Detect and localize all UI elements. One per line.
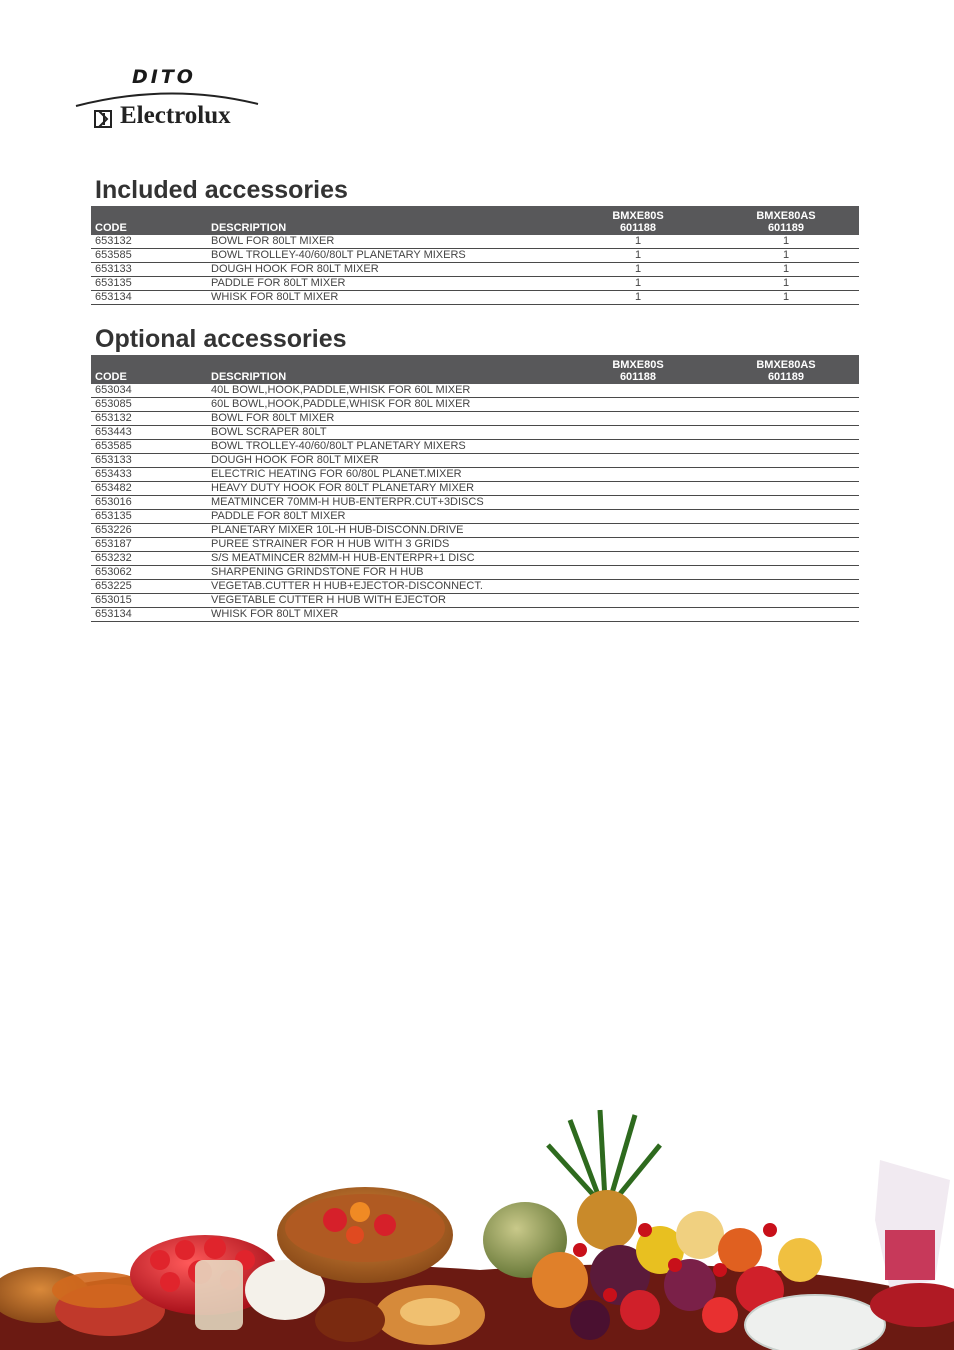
model-b-qty-cell — [713, 594, 859, 608]
model-b-qty-cell — [713, 454, 859, 468]
model-b-qty-cell — [713, 524, 859, 538]
description-cell: BOWL FOR 80LT MIXER — [207, 235, 563, 249]
model-b-qty-cell — [713, 552, 859, 566]
table-row — [91, 608, 859, 622]
description-cell: VEGETABLE CUTTER H HUB WITH EJECTOR — [207, 594, 563, 608]
model-a-qty-cell — [563, 594, 713, 608]
code-cell: 653232 — [91, 552, 207, 566]
model-b-qty-cell: 1 — [713, 249, 859, 263]
table-row — [91, 291, 859, 305]
code-cell: 653015 — [91, 594, 207, 608]
code-cell: 653433 — [91, 468, 207, 482]
model-b-qty-cell — [713, 384, 859, 398]
model-b-name: BMXE80AS — [756, 359, 816, 371]
model-b-qty-cell — [713, 580, 859, 594]
table-header-row — [91, 355, 859, 384]
electrolux-emblem-icon — [94, 110, 112, 128]
code-header: CODE — [95, 222, 127, 234]
table-row — [91, 496, 859, 510]
description-cell: BOWL FOR 80LT MIXER — [207, 412, 563, 426]
model-b-qty-cell — [713, 440, 859, 454]
code-cell: 653134 — [91, 291, 207, 305]
table-header-row — [91, 206, 859, 235]
description-cell: SHARPENING GRINDSTONE FOR H HUB — [207, 566, 563, 580]
table-row — [91, 426, 859, 440]
model-a-qty-cell — [563, 482, 713, 496]
code-cell: 653225 — [91, 580, 207, 594]
model-b-qty-cell — [713, 412, 859, 426]
description-cell: VEGETAB.CUTTER H HUB+EJECTOR-DISCONNECT. — [207, 580, 563, 594]
code-cell: 653133 — [91, 454, 207, 468]
table-row — [91, 384, 859, 398]
table-row — [91, 398, 859, 412]
model-a-qty-cell — [563, 398, 713, 412]
description-cell: DOUGH HOOK FOR 80LT MIXER — [207, 454, 563, 468]
model-a-qty-cell — [563, 608, 713, 622]
table-row — [91, 510, 859, 524]
description-cell: MEATMINCER 70MM-H HUB-ENTERPR.CUT+3DISCS — [207, 496, 563, 510]
code-cell: 653134 — [91, 608, 207, 622]
model-b-qty-cell — [713, 398, 859, 412]
model-a-qty-cell: 1 — [563, 249, 713, 263]
description-cell: S/S MEATMINCER 82MM-H HUB-ENTERPR+1 DISC — [207, 552, 563, 566]
code-cell: 653135 — [91, 277, 207, 291]
description-cell: PADDLE FOR 80LT MIXER — [207, 510, 563, 524]
model-b-qty-cell — [713, 496, 859, 510]
model-a-name: BMXE80S — [612, 359, 664, 371]
code-cell: 653034 — [91, 384, 207, 398]
table-row — [91, 468, 859, 482]
table-row — [91, 538, 859, 552]
description-cell: DOUGH HOOK FOR 80LT MIXER — [207, 263, 563, 277]
code-cell: 653585 — [91, 440, 207, 454]
model-a-name: BMXE80S — [612, 210, 664, 222]
model-b-qty-cell: 1 — [713, 235, 859, 249]
table-row — [91, 524, 859, 538]
model-a-qty-cell: 1 — [563, 263, 713, 277]
code-cell: 653133 — [91, 263, 207, 277]
description-cell: PADDLE FOR 80LT MIXER — [207, 277, 563, 291]
electrolux-wordmark: Electrolux — [120, 102, 231, 129]
model-b-qty-cell: 1 — [713, 291, 859, 305]
model-a-qty-cell — [563, 440, 713, 454]
model-b-qty-cell: 1 — [713, 277, 859, 291]
description-cell: BOWL SCRAPER 80LT — [207, 426, 563, 440]
model-a-qty-cell — [563, 384, 713, 398]
description-cell: BOWL TROLLEY-40/60/80LT PLANETARY MIXERS — [207, 440, 563, 454]
model-b-qty-cell — [713, 538, 859, 552]
table-row — [91, 594, 859, 608]
code-cell: 653226 — [91, 524, 207, 538]
model-a-qty-cell — [563, 524, 713, 538]
code-cell: 653482 — [91, 482, 207, 496]
model-a-code: 601188 — [619, 222, 657, 234]
food-photo-banner — [0, 1100, 954, 1350]
model-a-qty-cell — [563, 552, 713, 566]
code-cell: 653187 — [91, 538, 207, 552]
model-b-header — [713, 206, 859, 235]
model-a-qty-cell — [563, 510, 713, 524]
model-b-qty-cell: 1 — [713, 263, 859, 277]
description-cell: ELECTRIC HEATING FOR 60/80L PLANET.MIXER — [207, 468, 563, 482]
model-a-header — [563, 206, 713, 235]
description-header: DESCRIPTION — [211, 371, 287, 383]
model-a-qty-cell — [563, 426, 713, 440]
code-cell: 653062 — [91, 566, 207, 580]
description-cell: 40L BOWL,HOOK,PADDLE,WHISK FOR 60L MIXER — [207, 384, 563, 398]
table-row — [91, 277, 859, 291]
model-b-qty-cell — [713, 566, 859, 580]
optional-accessories-table — [91, 355, 859, 622]
model-b-code: 601189 — [767, 222, 805, 234]
table-row — [91, 580, 859, 594]
code-header: CODE — [95, 371, 127, 383]
model-a-qty-cell — [563, 580, 713, 594]
description-header: DESCRIPTION — [211, 222, 287, 234]
code-cell: 653132 — [91, 412, 207, 426]
table-row — [91, 412, 859, 426]
model-a-qty-cell: 1 — [563, 235, 713, 249]
included-accessories-table — [91, 206, 859, 305]
table-row — [91, 552, 859, 566]
model-a-code: 601188 — [619, 371, 657, 383]
model-a-qty-cell: 1 — [563, 291, 713, 305]
brand-logo — [74, 62, 264, 134]
table-row — [91, 566, 859, 580]
included-accessories-title: Included accessories — [95, 176, 348, 204]
description-cell: PLANETARY MIXER 10L-H HUB-DISCONN.DRIVE — [207, 524, 563, 538]
model-a-qty-cell — [563, 538, 713, 552]
table-row — [91, 440, 859, 454]
table-row — [91, 482, 859, 496]
model-b-code: 601189 — [767, 371, 805, 383]
model-b-qty-cell — [713, 608, 859, 622]
model-a-qty-cell — [563, 566, 713, 580]
model-a-qty-cell — [563, 454, 713, 468]
model-b-name: BMXE80AS — [756, 210, 816, 222]
description-cell: BOWL TROLLEY-40/60/80LT PLANETARY MIXERS — [207, 249, 563, 263]
model-b-qty-cell — [713, 510, 859, 524]
model-a-qty-cell — [563, 412, 713, 426]
model-b-qty-cell — [713, 426, 859, 440]
table-row — [91, 249, 859, 263]
model-b-qty-cell — [713, 468, 859, 482]
description-cell: WHISK FOR 80LT MIXER — [207, 608, 563, 622]
code-cell: 653443 — [91, 426, 207, 440]
model-b-header — [713, 355, 859, 384]
model-a-qty-cell — [563, 496, 713, 510]
dito-wordmark: DITO — [132, 66, 196, 88]
table-row — [91, 263, 859, 277]
code-cell: 653085 — [91, 398, 207, 412]
code-cell: 653016 — [91, 496, 207, 510]
table-row — [91, 454, 859, 468]
model-a-qty-cell — [563, 468, 713, 482]
code-cell: 653585 — [91, 249, 207, 263]
optional-accessories-title: Optional accessories — [95, 325, 347, 353]
model-a-qty-cell: 1 — [563, 277, 713, 291]
table-row — [91, 235, 859, 249]
description-cell: HEAVY DUTY HOOK FOR 80LT PLANETARY MIXER — [207, 482, 563, 496]
code-cell: 653132 — [91, 235, 207, 249]
model-b-qty-cell — [713, 482, 859, 496]
description-cell: 60L BOWL,HOOK,PADDLE,WHISK FOR 80L MIXER — [207, 398, 563, 412]
description-cell: PUREE STRAINER FOR H HUB WITH 3 GRIDS — [207, 538, 563, 552]
description-cell: WHISK FOR 80LT MIXER — [207, 291, 563, 305]
model-a-header — [563, 355, 713, 384]
code-cell: 653135 — [91, 510, 207, 524]
